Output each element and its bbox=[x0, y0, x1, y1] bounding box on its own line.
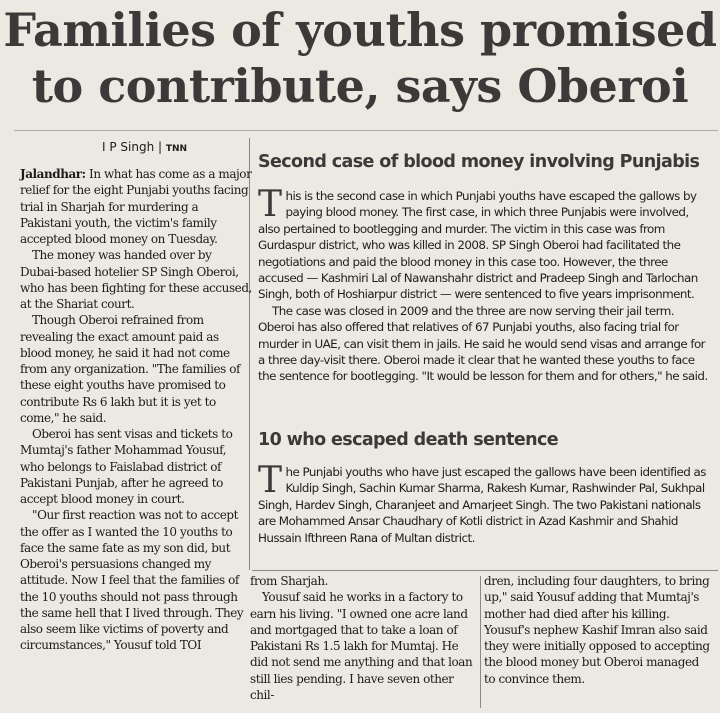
article-paragraph: "Our first reaction was not to accept the offer as I wanted the 10 youths to face the same fate as my son did, but Oberoi's persuasions changed my attitude. Now I feel that the families of the 10 youths should not pass through the same hell that I lived through. They also seem like victims of poverty and circumstances," Yousuf told TOI bbox=[20, 508, 244, 653]
headline-divider bbox=[14, 130, 718, 131]
article-paragraph: dren, including four daughters, to bring up," said Yousuf adding that Mumtaj's mother had died after his killing. Yousuf's nephew Kashif Imran also said they were initially opposed to accepting the blood money but Oberoi managed to convince them. bbox=[484, 574, 710, 686]
headline-line-2: to contribute, says Oberoi bbox=[31, 59, 689, 113]
sidebar-paragraph: The case was closed in 2009 and the three are now serving their jail term. Oberoi has also offered that relatives of 67 Punjabi youths, also facing trial for murder in UAE, can visit them in jails. He said he would send visas and arrange for a three day-visit there. Oberoi made it clear that he wanted these youths to face the sentence for bootlegging. "It would be lesson for them and for others," he said. bbox=[258, 303, 708, 384]
article-paragraph: from Sharjah. bbox=[250, 574, 329, 588]
sidebar-1-title: Second case of blood money involving Punjabis bbox=[258, 152, 700, 172]
sidebar-1-body bbox=[258, 184, 712, 385]
sidebar-paragraph: The Punjabi youths who have just escaped the gallows have been identified as Kuldip Singh, Sachin Kumar Sharma, Rakesh Kumar, Rashwinder Pal, Sukhpal Singh, Hardev Singh, Charanjeet and Amarjeet Singh. The two Pakistani nationals are Mohammed Ansar Chaudhary of Kotli district in Azad Kashmir and Shahid Hussain Ifthreen Rana of Multan district. bbox=[258, 460, 706, 545]
sidebar-bottom-rule bbox=[252, 570, 718, 571]
dateline: Jalandhar: bbox=[20, 167, 86, 181]
article-paragraph: Oberoi has sent visas and tickets to Mumtaj's father Mohammad Yousuf, who belongs to Faislabad district of Pakistani Punjab, after he agreed to accept blood money in court. bbox=[20, 427, 233, 506]
byline-separator: | bbox=[158, 140, 163, 154]
drop-cap: T bbox=[258, 460, 282, 501]
byline-agency: TNN bbox=[165, 144, 188, 154]
column-divider-lower bbox=[480, 576, 481, 708]
article-paragraph: The money was handed over by Dubai-based hotelier SP Singh Oberoi, who has been fighting for these accused, at the Shariat court. bbox=[20, 248, 252, 311]
sidebar-paragraph: This is the second case in which Punjabi youths have escaped the gallows by paying blood money. The first case, in which three Punjabis were involved, also pertained to bootlegging and murder. The victim in this case was from Gurdaspur district, who was killed in 2008. SP Singh Oberoi had facilitated the negotiations and paid the blood money in this case too. However, the three accused — Kashmiri Lal of Nawanshahr district and Pradeep Singh and Tarlochan Singh, both of Hoshiarpur district — were sentenced to five years imprisonment. bbox=[258, 184, 698, 302]
sidebar-2-body bbox=[258, 460, 712, 546]
headline bbox=[0, 2, 720, 114]
article-paragraph: Though Oberoi refrained from revealing the exact amount paid as blood money, he said it had not come from any organization. "The families of these eight youths have promised to contribute Rs 6 lakh but it is yet to come," he said. bbox=[20, 313, 241, 425]
article-paragraph: Yousuf said he works in a factory to earn his living. "I owned one acre land and mortgaged that to take a loan of Pakistani Rs 1.5 lakh for Mumtaj. He did not send me anything and that loan still lies pending. I have seven other chil- bbox=[250, 590, 473, 702]
byline-author: I P Singh bbox=[102, 140, 155, 154]
sidebar-2-title: 10 who escaped death sentence bbox=[258, 430, 559, 450]
headline-line-1: Families of youths promised bbox=[3, 3, 717, 57]
drop-cap: T bbox=[258, 184, 282, 225]
main-story-column-2 bbox=[250, 573, 476, 703]
article-paragraph: Jalandhar: In what has come as a major relief for the eight Punjabi youths facing trial in Sharjah for murdering a Pakistani youth, the victim's family accepted blood money on Tuesday. bbox=[20, 167, 252, 246]
byline bbox=[102, 140, 187, 154]
main-story-column-1 bbox=[20, 166, 252, 654]
main-story-column-3 bbox=[484, 573, 710, 687]
